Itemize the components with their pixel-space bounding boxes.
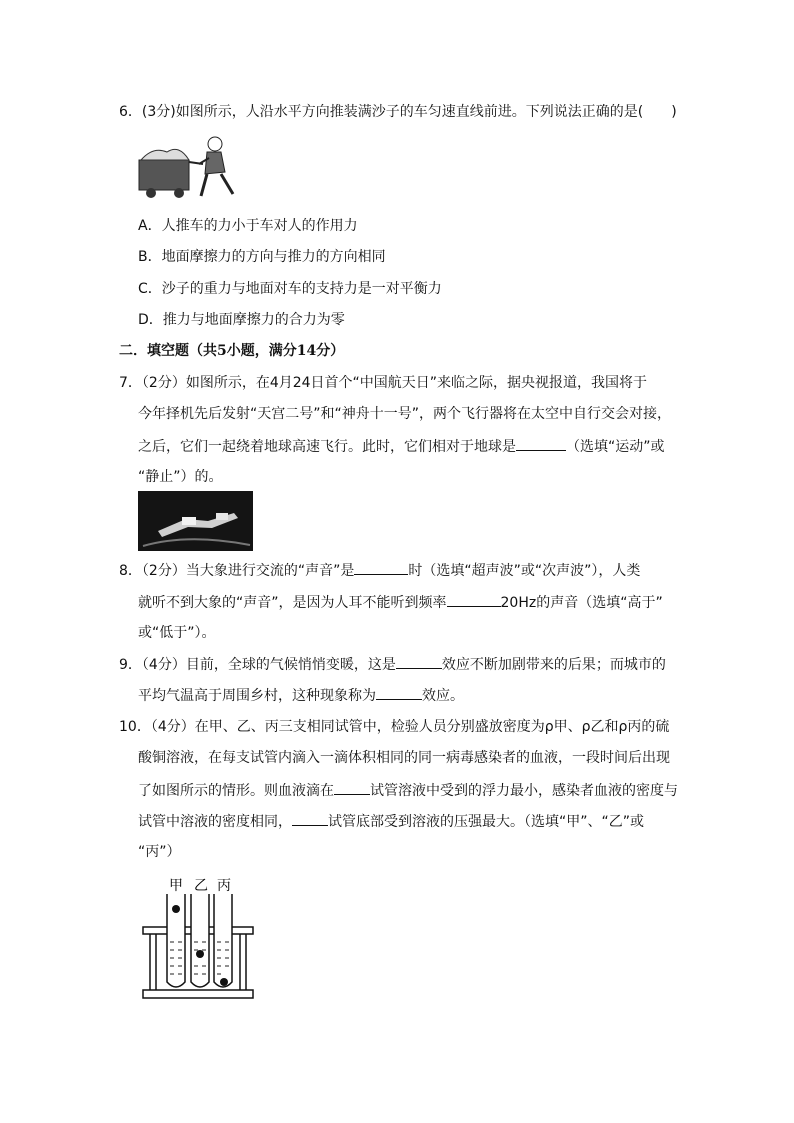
q10-line5: “丙”） <box>138 844 181 860</box>
q10-line3 <box>138 780 678 801</box>
q10-line4 <box>138 811 644 832</box>
answer-blank <box>396 654 442 669</box>
q10-line4-tail: 试管底部受到溶液的压强最大。（选填“甲”、“乙”或 <box>328 814 645 830</box>
q9-line1-tail: 效应不断加剧带来的后果；而城市的 <box>441 657 666 673</box>
q8-line2-text: 就听不到大象的“声音”，是因为人耳不能听到频率 <box>138 595 447 611</box>
q6-option-a: A．人推车的力小于车对人的作用力 <box>138 218 358 234</box>
q8-line1 <box>119 560 640 581</box>
tube-label-bing: 丙 <box>217 878 231 894</box>
q7-line4: “静止”）的。 <box>138 469 223 485</box>
q9-line1-text: 9．（4分）目前，全球的气候悄悄变暖，这是 <box>119 657 396 673</box>
q10-line1: 10．（4分）在甲、乙、丙三支相同试管中，检验人员分别盛放密度为ρ甲、ρ乙和ρ丙的硫 <box>119 719 670 735</box>
tube-label-yi: 乙 <box>194 878 208 894</box>
q6-option-b: B．地面摩擦力的方向与推力的方向相同 <box>138 249 386 265</box>
q7-line3-text: 之后，它们一起绕着地球高速飞行。此时，它们相对于地球是 <box>138 439 516 455</box>
q8-line3: 或“低于”）。 <box>138 625 216 641</box>
spacecraft-docking-photo <box>138 491 253 551</box>
q10-line3-tail: 试管溶液中受到的浮力最小，感染者血液的密度与 <box>370 783 678 799</box>
q7-line1: 7．（2分）如图所示，在4月24日首个“中国航天日”来临之际，据央视报道，我国将于 <box>119 375 648 391</box>
q10-line2: 酸铜溶液，在每支试管内滴入一滴体积相同的同一病毒感染者的血液，一段时间后出现 <box>138 750 670 766</box>
blood-drop-bing <box>220 978 228 986</box>
q8-line1-tail: 时（选填“超声波”或“次声波”），人类 <box>408 563 641 579</box>
answer-blank <box>292 811 328 826</box>
q7-line3 <box>138 436 665 457</box>
answer-blank <box>354 560 408 575</box>
answer-blank <box>376 685 422 700</box>
tube-yi <box>191 894 209 987</box>
q8-line2 <box>138 592 663 613</box>
q8-line2-tail: 20Hz的声音（选填“高于” <box>500 595 663 611</box>
answer-blank <box>334 780 370 795</box>
q10-line3-text: 了如图所示的情形。则血液滴在 <box>138 783 334 799</box>
section-heading: 二．填空题（共5小题，满分14分） <box>119 343 345 359</box>
q9-line2 <box>138 685 464 706</box>
q9-line2-text: 平均气温高于周围乡村，这种现象称为 <box>138 688 376 704</box>
q6-option-d: D．推力与地面摩擦力的合力为零 <box>138 312 345 328</box>
answer-blank <box>516 436 566 451</box>
tube-bing <box>214 894 232 987</box>
q6-stem: 6．(3分)如图所示，人沿水平方向推装满沙子的车匀速直线前进。下列说法正确的是( ) <box>119 104 677 120</box>
test-tube-rack-diagram <box>140 872 258 1004</box>
cart-push-illustration <box>137 130 247 200</box>
q10-line4-text: 试管中溶液的密度相同， <box>138 814 292 830</box>
q9-line2-tail: 效应。 <box>422 688 464 704</box>
q9-line1 <box>119 654 666 675</box>
q6-option-c: C．沙子的重力与地面对车的支持力是一对平衡力 <box>138 281 442 297</box>
q7-line2: 今年择机先后发射“天宫二号”和“神舟十一号”，两个飞行器将在太空中自行交会对接， <box>138 406 672 422</box>
tube-label-jia: 甲 <box>169 878 183 894</box>
q8-line1-text: 8．（2分）当大象进行交流的“声音”是 <box>119 563 355 579</box>
answer-blank <box>447 592 501 607</box>
q7-line3-tail: （选填“运动”或 <box>566 439 665 455</box>
blood-drop-jia <box>172 905 180 913</box>
blood-drop-yi <box>196 950 204 958</box>
